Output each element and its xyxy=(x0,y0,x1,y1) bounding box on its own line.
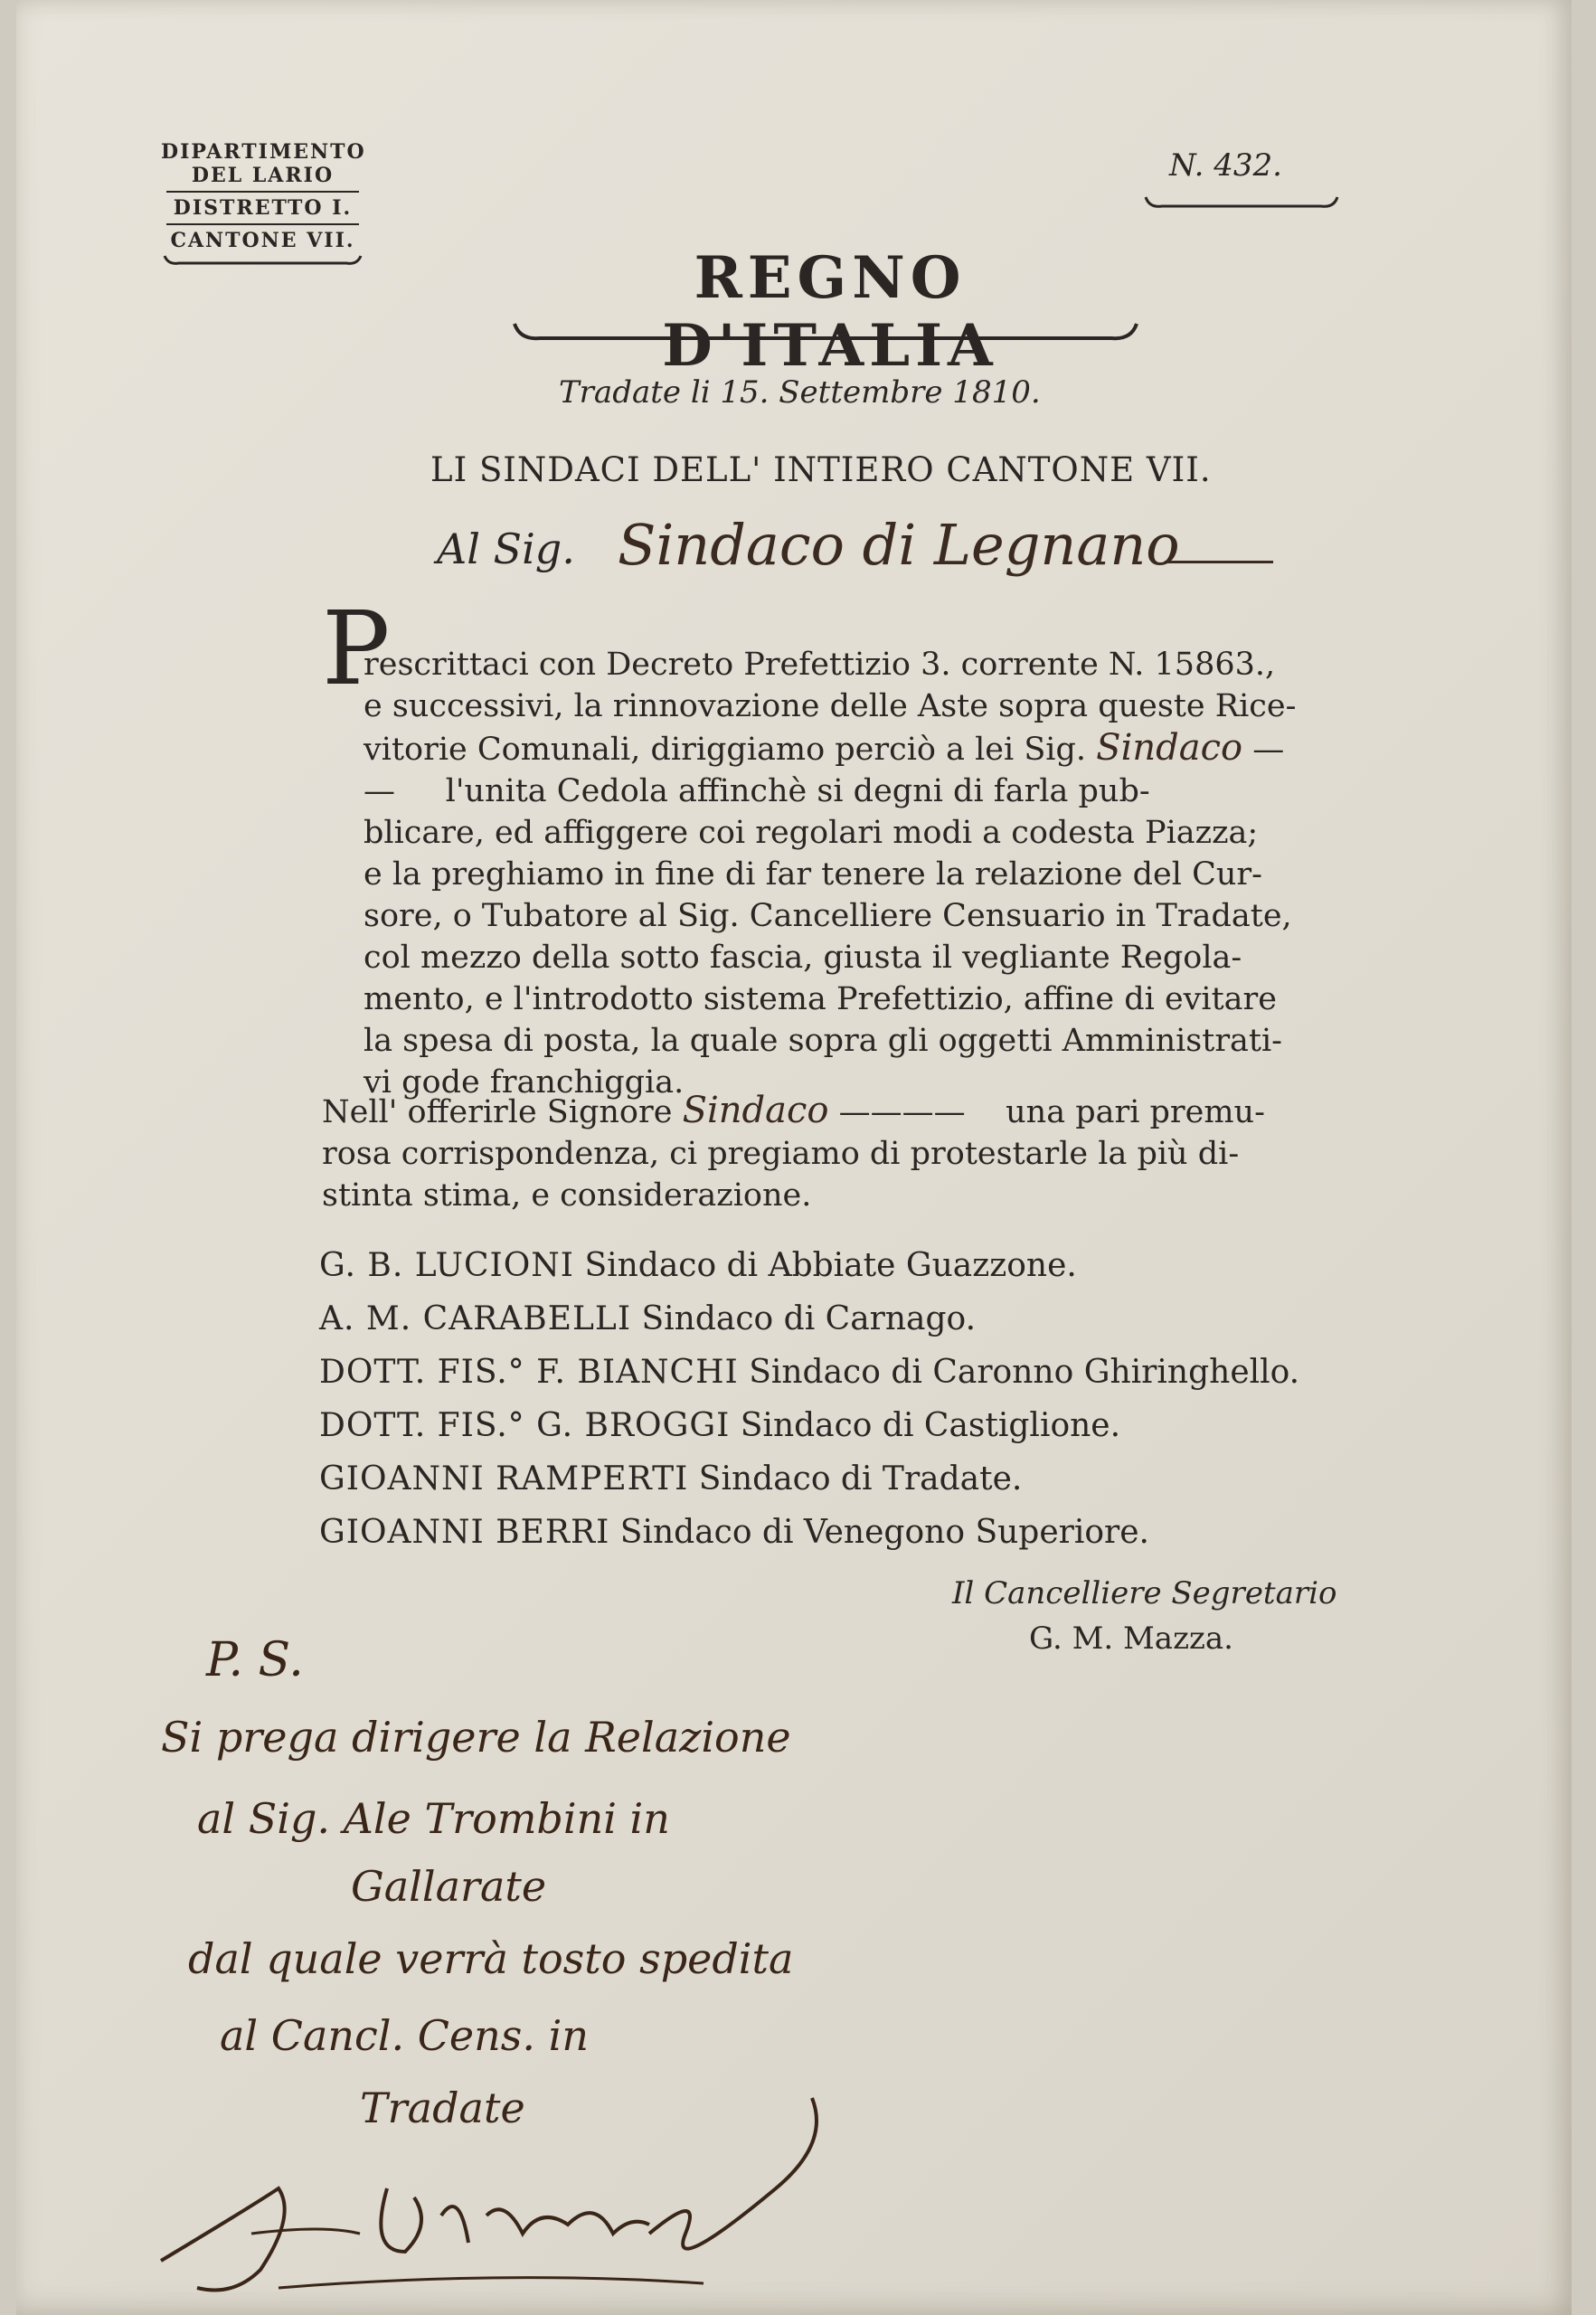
signer-row xyxy=(319,1239,1299,1292)
department-line-1: DIPARTIMENTO xyxy=(161,140,366,164)
body-line: col mezzo della sotto fascia, giusta il vegliante Regola- xyxy=(364,940,1242,976)
addressee-handwritten: Sindaco di Legnano xyxy=(618,512,1180,578)
signer-name: DOTT. FIS.° F. BIANCHI xyxy=(319,1354,739,1391)
postscript-line: Si prega dirigere la Relazione xyxy=(161,1713,791,1762)
postscript-line: P. S. xyxy=(206,1633,304,1687)
closing-line: rosa corrispondenza, ci pregiamo di protestarle la più di- xyxy=(322,1136,1240,1172)
ornament-rule xyxy=(1142,192,1341,219)
body-line: mento, e l'introdotto sistema Prefettizio, affine di evitare xyxy=(364,981,1277,1017)
postscript-line: Gallarate xyxy=(351,1862,547,1911)
ornament-rule xyxy=(161,252,364,272)
postscript-line: Tradate xyxy=(360,2084,525,2132)
body-line: sore, o Tubatore al Sig. Cancelliere Censuario in Tradate, xyxy=(364,898,1292,934)
handwritten-signature xyxy=(143,2080,884,2297)
signer-role: Sindaco di Caronno Ghiringhello. xyxy=(749,1354,1300,1391)
handwritten-fill: Sindaco xyxy=(1096,727,1243,769)
divider xyxy=(166,223,359,225)
closing-line: Nell' offerirle Signore Sindaco ———— una pari premu- xyxy=(322,1090,1265,1131)
body-line: — l'unita Cedola affinchè si degni di farla pub- xyxy=(364,773,1150,809)
closing-line-text: una pari premu- xyxy=(996,1094,1265,1130)
signer-row xyxy=(319,1292,1299,1346)
canton-line: CANTONE VII. xyxy=(170,229,355,252)
secretary-title: Il Cancelliere Segretario xyxy=(952,1575,1337,1611)
signer-name: DOTT. FIS.° G. BROGGI xyxy=(319,1407,731,1444)
signer-role: Sindaco di Venegono Superiore. xyxy=(619,1514,1149,1551)
department-line-2: DEL LARIO xyxy=(191,164,335,187)
body-line-text: l'unita Cedola affinchè si degni di farla pub- xyxy=(445,773,1150,809)
divider xyxy=(166,191,359,193)
document-sheet xyxy=(16,0,1572,2315)
signer-role: Sindaco di Abbiate Guazzone. xyxy=(584,1247,1077,1284)
body-line: vitorie Comunali, diriggiamo perciò a lei Sig. Sindaco — xyxy=(364,727,1285,769)
body-line: la spesa di posta, la quale sopra gli oggetti Amministrati- xyxy=(364,1023,1283,1059)
title-ornament xyxy=(509,317,1142,354)
body-line: e successivi, la rinnovazione delle Aste sopra queste Rice- xyxy=(364,688,1297,724)
signer-role: Sindaco di Tradate. xyxy=(698,1460,1023,1498)
closing-line: stinta stima, e considerazione. xyxy=(322,1177,812,1214)
date-line: Tradate li 15. Settembre 1810. xyxy=(559,374,1041,411)
salutation: Al Sig. xyxy=(437,524,575,573)
postscript-line: dal quale verrà tosto spedita xyxy=(188,1934,794,1983)
signer-name: A. M. CARABELLI xyxy=(319,1300,632,1337)
sender-line: LI SINDACI DELL' INTIERO CANTONE VII. xyxy=(430,450,1212,489)
signer-role: Sindaco di Carnago. xyxy=(641,1300,977,1337)
signer-row xyxy=(319,1506,1299,1559)
signer-name: G. B. LUCIONI xyxy=(319,1247,574,1284)
handwritten-fill: Sindaco xyxy=(682,1090,829,1131)
district-line: DISTRETTO I. xyxy=(173,196,353,220)
signer-row xyxy=(319,1452,1299,1506)
document-number: N. 432. xyxy=(1169,147,1282,184)
body-line: vi gode franchiggia. xyxy=(364,1064,685,1101)
postscript-line: al Cancl. Cens. in xyxy=(220,2011,589,2060)
signer-row xyxy=(319,1399,1299,1452)
pen-stroke xyxy=(1165,561,1273,563)
closing-paragraph xyxy=(322,1090,1335,1216)
signer-name: GIOANNI RAMPERTI xyxy=(319,1460,689,1498)
body-line: e la preghiamo in fine di far tenere la relazione del Cur- xyxy=(364,856,1262,893)
body-line-text: vitorie Comunali, diriggiamo perciò a lei Sig. xyxy=(364,732,1097,768)
department-box xyxy=(161,140,364,276)
signer-row xyxy=(319,1346,1299,1399)
signer-name: GIOANNI BERRI xyxy=(319,1514,610,1551)
secretary-name: G. M. Mazza. xyxy=(1029,1620,1233,1657)
body-paragraph xyxy=(364,644,1336,1103)
drop-cap: P xyxy=(322,591,391,708)
signer-role: Sindaco di Castiglione. xyxy=(740,1407,1121,1444)
body-line: blicare, ed affiggere coi regolari modi a codesta Piazza; xyxy=(364,815,1259,851)
page-title: REGNO D'ITALIA xyxy=(662,244,998,380)
signers-list xyxy=(319,1239,1299,1559)
body-line: rescrittaci con Decreto Prefettizio 3. corrente N. 15863., xyxy=(364,647,1276,683)
closing-line-text: Nell' offerirle Signore xyxy=(322,1094,683,1130)
postscript-line: al Sig. Ale Trombini in xyxy=(197,1794,670,1843)
